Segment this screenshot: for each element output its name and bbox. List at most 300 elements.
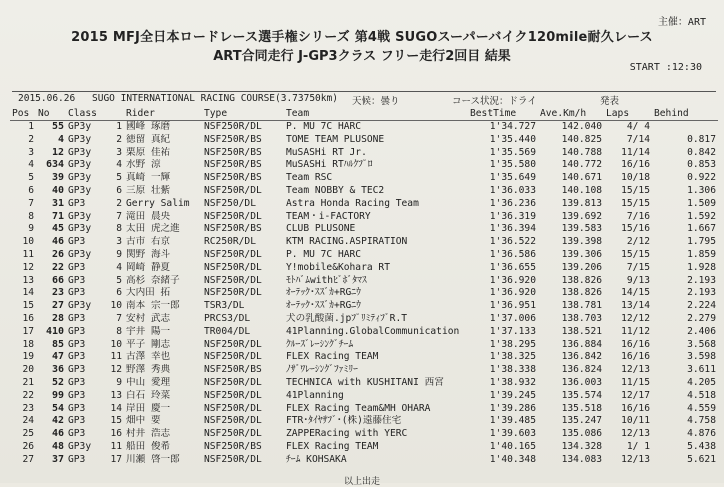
- rider-cell: 滝田 晨央: [126, 210, 171, 222]
- machine-cell: NSF250R/DL: [204, 338, 262, 350]
- pos-cell: 10: [22, 236, 34, 248]
- ave-speed-cell: 140.108: [561, 184, 602, 196]
- table-header-row: [10, 106, 718, 121]
- car-number-cell: 42: [51, 415, 64, 427]
- table-row: [10, 223, 718, 236]
- car-number-cell: 634: [45, 159, 64, 171]
- laps-cell: 15/15: [621, 197, 650, 209]
- laps-cell: 14/15: [621, 287, 650, 299]
- car-number-cell: 22: [51, 261, 64, 273]
- table-row: [10, 262, 718, 275]
- col-team: Team: [284, 106, 468, 121]
- table-row: [10, 236, 718, 249]
- car-number-cell: 27: [51, 300, 64, 312]
- class-cell: GP3: [68, 389, 86, 401]
- team-cell: TECHNICA with KUSHITANI 西宮: [286, 376, 444, 388]
- car-number-cell: 85: [51, 338, 64, 350]
- class-cell: GP3: [68, 402, 86, 414]
- class-pos-cell: 7: [116, 210, 122, 222]
- col-type: Type: [202, 106, 284, 121]
- car-number-cell: 46: [51, 428, 64, 440]
- class-pos-cell: 16: [110, 428, 122, 440]
- rider-cell: 関野 海斗: [126, 248, 171, 260]
- pos-cell: 6: [28, 184, 34, 196]
- class-pos-cell: 2: [116, 133, 122, 145]
- ave-speed-cell: 139.306: [561, 248, 602, 260]
- best-time-cell: 1'36.236: [489, 197, 536, 209]
- table-row: [10, 147, 718, 160]
- col-behind: Behind: [652, 106, 718, 121]
- laps-cell: 7/14: [626, 133, 650, 145]
- laps-cell: 11/15: [621, 376, 650, 388]
- machine-cell: PRCS3/DL: [204, 312, 251, 324]
- machine-cell: NSF250R/DL: [204, 389, 262, 401]
- team-cell: ｵｰﾃｯｸ･ｽｽﾞｶ+RGﾆｳ: [286, 287, 361, 299]
- table-row: [10, 185, 718, 198]
- behind-cell: 4.518: [687, 389, 716, 401]
- class-pos-cell: 11: [110, 351, 122, 363]
- pos-cell: 18: [22, 338, 34, 350]
- laps-cell: 12/12: [621, 312, 650, 324]
- behind-cell: 2.224: [687, 300, 716, 312]
- team-cell: TEAM・i-FACTORY: [286, 210, 371, 222]
- pos-cell: 7: [28, 197, 34, 209]
- col-rider: Rider: [124, 106, 202, 121]
- laps-cell: 11/12: [621, 325, 650, 337]
- table-row: [10, 287, 718, 300]
- laps-cell: 11/14: [621, 146, 650, 158]
- class-cell: GP3y: [68, 146, 92, 158]
- ave-speed-cell: 138.826: [561, 287, 602, 299]
- ave-speed-cell: 138.703: [561, 312, 602, 324]
- best-time-cell: 1'36.655: [489, 261, 536, 273]
- machine-cell: NSF250R/BS: [204, 172, 262, 184]
- machine-cell: NSF250R/DL: [204, 376, 262, 388]
- pos-cell: 13: [22, 274, 34, 286]
- best-time-cell: 1'36.951: [489, 300, 536, 312]
- class-cell: GP3y: [68, 440, 92, 452]
- pos-cell: 26: [22, 440, 34, 452]
- class-pos-cell: 15: [110, 415, 122, 427]
- rider-cell: 栗原 佳祐: [126, 146, 171, 158]
- event-title: 2015 MFJ全日本ロードレース選手権シリーズ 第4戦 SUGOスーパーバイク120mile耐久レース: [71, 30, 653, 45]
- behind-cell: 0.842: [687, 146, 716, 158]
- machine-cell: NSF250R/DL: [204, 248, 262, 260]
- rider-cell: 國峰 琢磨: [126, 121, 171, 132]
- rider-cell: 南本 宗一郎: [126, 300, 180, 312]
- machine-cell: NSF250R/BS: [204, 364, 262, 376]
- ave-speed-cell: 136.884: [561, 338, 602, 350]
- team-cell: KTM RACING.ASPIRATION: [286, 236, 408, 248]
- table-row: [10, 159, 718, 172]
- ave-speed-cell: 135.247: [561, 415, 602, 427]
- team-cell: MuSASHi RT Jr.: [286, 146, 367, 158]
- car-number-cell: 46: [51, 236, 64, 248]
- class-pos-cell: 8: [116, 223, 122, 235]
- class-cell: GP3: [68, 261, 86, 273]
- behind-cell: 1.592: [687, 210, 716, 222]
- ave-speed-cell: 138.521: [561, 325, 602, 337]
- team-cell: ﾉｻﾞﾜﾚｰｼﾝｸﾞﾌｧﾐﾘｰ: [286, 364, 358, 376]
- behind-cell: 0.922: [687, 172, 716, 184]
- best-time-cell: 1'36.920: [489, 274, 536, 286]
- col-class: Class: [66, 106, 104, 121]
- car-number-cell: 66: [51, 274, 64, 286]
- table-row: [10, 377, 718, 390]
- table-row: [10, 403, 718, 416]
- machine-cell: NSF250R/BS: [204, 223, 262, 235]
- table-row: [10, 390, 718, 403]
- ave-speed-cell: 136.003: [561, 376, 602, 388]
- ave-speed-cell: 139.813: [561, 197, 602, 209]
- laps-cell: 13/14: [621, 300, 650, 312]
- rider-cell: 岸田 慶一: [126, 402, 171, 414]
- team-cell: ZAPPERacing with YERC: [286, 428, 408, 440]
- machine-cell: NSF250R/DL: [204, 210, 262, 222]
- rider-cell: Gerry Salim: [126, 197, 190, 209]
- laps-cell: 7/16: [626, 210, 650, 222]
- machine-cell: NSF250R/BS: [204, 133, 262, 145]
- rider-cell: 三原 壮紫: [126, 184, 171, 196]
- best-time-cell: 1'40.165: [489, 440, 536, 452]
- table-row: [10, 275, 718, 288]
- car-number-cell: 55: [51, 121, 64, 132]
- car-number-cell: 47: [51, 351, 64, 363]
- class-cell: GP3: [68, 376, 86, 388]
- team-cell: ﾓﾄﾊﾞﾑwithﾋﾞﾎﾞﾀﾏｽ: [286, 274, 367, 286]
- behind-cell: 2.406: [687, 325, 716, 337]
- team-cell: Team RSC: [286, 172, 333, 184]
- pos-cell: 3: [28, 146, 34, 158]
- car-number-cell: 40: [51, 184, 64, 196]
- team-cell: 41Planning.GlobalCommunication: [286, 325, 460, 337]
- class-cell: GP3: [68, 197, 86, 209]
- best-time-cell: 1'35.580: [489, 159, 536, 171]
- course-label: SUGO INTERNATIONAL RACING COURSE(3.73750km): [92, 93, 338, 104]
- laps-cell: 10/11: [621, 415, 650, 427]
- laps-cell: 1/ 1: [626, 440, 650, 452]
- class-pos-cell: 17: [110, 453, 122, 465]
- car-number-cell: 54: [51, 402, 64, 414]
- col-besttime: BestTime: [468, 106, 538, 121]
- ave-speed-cell: 138.781: [561, 300, 602, 312]
- class-pos-cell: 4: [116, 159, 122, 171]
- ave-speed-cell: 136.842: [561, 351, 602, 363]
- laps-cell: 15/15: [621, 248, 650, 260]
- best-time-cell: 1'38.338: [489, 364, 536, 376]
- class-pos-cell: 11: [110, 440, 122, 452]
- class-cell: GP3y: [68, 210, 92, 222]
- class-cell: GP3: [68, 325, 86, 337]
- laps-cell: 12/13: [621, 453, 650, 465]
- laps-cell: 16/16: [621, 402, 650, 414]
- best-time-cell: 1'36.920: [489, 287, 536, 299]
- ave-speed-cell: 140.825: [561, 133, 602, 145]
- pos-cell: 16: [22, 312, 34, 324]
- table-row: [10, 121, 718, 134]
- pos-cell: 8: [28, 210, 34, 222]
- rider-cell: 川瀬 啓一郎: [126, 453, 180, 465]
- pos-cell: 22: [22, 389, 34, 401]
- best-time-cell: 1'36.033: [489, 184, 536, 196]
- ave-speed-cell: 135.086: [561, 428, 602, 440]
- class-pos-cell: 10: [110, 338, 122, 350]
- class-pos-cell: 5: [116, 172, 122, 184]
- machine-cell: NSF250R/DL: [204, 428, 262, 440]
- class-pos-cell: 12: [110, 364, 122, 376]
- best-time-cell: 1'39.245: [489, 389, 536, 401]
- behind-cell: 1.859: [687, 248, 716, 260]
- date-label: 2015.06.26: [18, 93, 76, 104]
- team-cell: FTR･ﾀｲﾔｻﾌﾞ･(株)遠藤住宅: [286, 415, 402, 427]
- pos-cell: 20: [22, 364, 34, 376]
- behind-cell: 3.598: [687, 351, 716, 363]
- ave-speed-cell: 136.824: [561, 364, 602, 376]
- ave-speed-cell: 134.328: [561, 440, 602, 452]
- ave-speed-cell: 135.518: [561, 402, 602, 414]
- best-time-cell: 1'40.348: [489, 453, 536, 465]
- team-cell: ｸﾙｰｽﾞﾚｰｼﾝｸﾞﾁｰﾑ: [286, 338, 354, 350]
- laps-cell: 7/15: [626, 261, 650, 273]
- class-cell: GP3: [68, 453, 86, 465]
- rider-cell: 村井 浩志: [126, 428, 171, 440]
- behind-cell: 1.509: [687, 197, 716, 209]
- class-cell: GP3y: [68, 223, 92, 235]
- pos-cell: 27: [22, 453, 34, 465]
- announce-label: 発表: [600, 96, 620, 107]
- best-time-cell: 1'36.319: [489, 210, 536, 222]
- laps-cell: 12/13: [621, 428, 650, 440]
- footer-note: 以上出走: [343, 477, 380, 487]
- laps-cell: 9/13: [626, 274, 650, 286]
- car-number-cell: 31: [51, 197, 64, 209]
- laps-cell: 15/16: [621, 223, 650, 235]
- machine-cell: NSF250/DL: [204, 197, 256, 209]
- table-row: [10, 198, 718, 211]
- class-cell: GP3: [68, 236, 86, 248]
- car-number-cell: 26: [51, 248, 64, 260]
- col-avespeed: Ave.Km/h: [538, 106, 604, 121]
- ave-speed-cell: 139.398: [561, 236, 602, 248]
- col-no: No: [36, 106, 66, 121]
- behind-cell: 5.621: [687, 453, 716, 465]
- info-bar: [14, 93, 714, 105]
- class-cell: GP3y: [68, 248, 92, 260]
- team-cell: Team NOBBY & TEC2: [286, 184, 385, 196]
- rider-cell: 岡崎 静夏: [126, 261, 171, 273]
- machine-cell: NSF250R/DL: [204, 274, 262, 286]
- team-cell: MuSASHi RTﾊﾙｸﾌﾟﾛ: [286, 159, 373, 171]
- class-cell: GP3y: [68, 159, 92, 171]
- behind-cell: 4.205: [687, 376, 716, 388]
- best-time-cell: 1'39.485: [489, 415, 536, 427]
- behind-cell: 4.758: [687, 415, 716, 427]
- team-cell: ﾁｰﾑ KOHSAKA: [286, 453, 347, 465]
- laps-cell: 15/15: [621, 184, 650, 196]
- machine-cell: RC250R/DL: [204, 236, 256, 248]
- class-cell: GP3y: [68, 133, 92, 145]
- top-divider: [12, 91, 716, 92]
- table-row: [10, 454, 718, 467]
- pos-cell: 4: [28, 159, 34, 171]
- machine-cell: NSF250R/DL: [204, 261, 262, 273]
- rider-cell: 中山 愛理: [126, 376, 171, 388]
- start-time: START :12:30: [629, 62, 702, 73]
- rider-cell: 水野 涼: [126, 159, 161, 171]
- rider-cell: 真崎 一輝: [126, 172, 171, 184]
- ave-speed-cell: 140.772: [561, 159, 602, 171]
- table-row: [10, 249, 718, 262]
- rider-cell: 野澤 秀典: [126, 364, 171, 376]
- rider-cell: 平子 剛志: [126, 338, 171, 350]
- rider-cell: 白石 玲菜: [126, 389, 171, 401]
- organizer-label: 主催：ART: [657, 17, 706, 28]
- laps-cell: 16/16: [621, 338, 650, 350]
- ave-speed-cell: 139.692: [561, 210, 602, 222]
- best-time-cell: 1'39.603: [489, 428, 536, 440]
- machine-cell: NSF250R/DL: [204, 287, 262, 299]
- class-pos-cell: 6: [116, 287, 122, 299]
- car-number-cell: 36: [51, 364, 64, 376]
- table-row: [10, 364, 718, 377]
- rider-cell: 安村 武志: [126, 312, 171, 324]
- ave-speed-cell: 140.788: [561, 146, 602, 158]
- car-number-cell: 28: [51, 312, 64, 324]
- behind-cell: [652, 121, 718, 134]
- class-pos-cell: 3: [116, 146, 122, 158]
- table-row: [10, 211, 718, 224]
- team-cell: ｵｰﾃｯｸ･ｽｽﾞｶ+RGﾆｳ: [286, 300, 361, 312]
- class-pos-cell: 2: [116, 197, 122, 209]
- track-condition-label: コース状況：ドライ: [452, 96, 537, 107]
- team-cell: TOME TEAM PLUSONE: [286, 133, 385, 145]
- laps-cell: 10/18: [621, 172, 650, 184]
- car-number-cell: 99: [51, 389, 64, 401]
- class-pos-cell: 13: [110, 389, 122, 401]
- results-table: [10, 106, 718, 467]
- class-cell: GP3y: [68, 300, 92, 312]
- class-cell: GP3: [68, 428, 86, 440]
- rider-cell: 高杉 奈緒子: [126, 274, 180, 286]
- table-row: [10, 300, 718, 313]
- team-cell: FLEX Racing TEAM: [286, 351, 379, 363]
- ave-speed-cell: 139.206: [561, 261, 602, 273]
- best-time-cell: 1'38.295: [489, 338, 536, 350]
- laps-cell: 12/17: [621, 389, 650, 401]
- best-time-cell: 1'35.569: [489, 146, 536, 158]
- rider-cell: 太田 虎之進: [126, 223, 180, 235]
- car-number-cell: 48: [51, 440, 64, 452]
- team-cell: P. MU 7C HARC: [286, 121, 362, 132]
- table-row: [10, 326, 718, 339]
- rider-cell: 船田 俊希: [126, 440, 171, 452]
- best-time-cell: 1'36.394: [489, 223, 536, 235]
- class-pos-cell: 10: [110, 300, 122, 312]
- ave-speed-cell: 138.826: [561, 274, 602, 286]
- laps-cell: 16/16: [621, 351, 650, 363]
- pos-cell: 1: [28, 121, 34, 132]
- class-cell: GP3: [68, 338, 86, 350]
- behind-cell: 2.193: [687, 287, 716, 299]
- best-time-cell: 1'37.006: [489, 312, 536, 324]
- ave-speed-cell: 139.583: [561, 223, 602, 235]
- pos-cell: 23: [22, 402, 34, 414]
- class-cell: GP3: [68, 415, 86, 427]
- machine-cell: TR004/DL: [204, 325, 251, 337]
- team-cell: 41Planning: [286, 389, 344, 401]
- behind-cell: 2.193: [687, 274, 716, 286]
- car-number-cell: 410: [45, 325, 64, 337]
- team-cell: Y!mobile&Kohara RT: [286, 261, 390, 273]
- class-pos-cell: 7: [116, 312, 122, 324]
- class-cell: GP3: [68, 287, 86, 299]
- team-cell: CLUB PLUSONE: [286, 223, 356, 235]
- pos-cell: 2: [28, 133, 34, 145]
- laps-cell: 12/13: [621, 364, 650, 376]
- ave-speed-cell: 142.040: [561, 121, 602, 132]
- machine-cell: NSF250R/BS: [204, 159, 262, 171]
- pos-cell: 24: [22, 415, 34, 427]
- ave-speed-cell: 134.083: [561, 453, 602, 465]
- pos-cell: 9: [28, 223, 34, 235]
- best-time-cell: 1'38.325: [489, 351, 536, 363]
- team-cell: FLEX Racing TEAM: [286, 440, 379, 452]
- pos-cell: 19: [22, 351, 34, 363]
- pos-cell: 17: [22, 325, 34, 337]
- class-pos-cell: 14: [110, 402, 122, 414]
- behind-cell: 2.279: [687, 312, 716, 324]
- class-cell: GP3: [68, 364, 86, 376]
- laps-cell: 4/ 4: [626, 121, 650, 132]
- class-pos-cell: 8: [116, 325, 122, 337]
- behind-cell: 4.876: [687, 428, 716, 440]
- pos-cell: 15: [22, 300, 34, 312]
- class-cell: GP3: [68, 351, 86, 363]
- behind-cell: 3.611: [687, 364, 716, 376]
- behind-cell: 0.853: [687, 159, 716, 171]
- table-row: [10, 351, 718, 364]
- ave-speed-cell: 135.574: [561, 389, 602, 401]
- class-pos-cell: 6: [116, 184, 122, 196]
- class-cell: GP3y: [68, 184, 92, 196]
- class-pos-cell: 9: [116, 248, 122, 260]
- behind-cell: 1.306: [687, 184, 716, 196]
- best-time-cell: 1'35.440: [489, 133, 536, 145]
- class-pos-cell: 4: [116, 261, 122, 273]
- rider-cell: 大内田 拓: [126, 287, 171, 299]
- behind-cell: 3.568: [687, 338, 716, 350]
- pos-cell: 5: [28, 172, 34, 184]
- machine-cell: NSF250R/DL: [204, 415, 262, 427]
- class-pos-cell: 3: [116, 236, 122, 248]
- machine-cell: NSF250R/BS: [204, 440, 262, 452]
- table-row: [10, 441, 718, 454]
- car-number-cell: 45: [51, 223, 64, 235]
- table-row: [10, 134, 718, 147]
- table-row: [10, 428, 718, 441]
- car-number-cell: 23: [51, 287, 64, 299]
- machine-cell: NSF250R/DL: [204, 402, 262, 414]
- table-row: [10, 339, 718, 352]
- machine-cell: NSF250R/BS: [204, 146, 262, 158]
- table-row: [10, 172, 718, 185]
- best-time-cell: 1'36.586: [489, 248, 536, 260]
- class-cell: GP3y: [68, 121, 92, 132]
- car-number-cell: 71: [51, 210, 64, 222]
- laps-cell: 2/12: [626, 236, 650, 248]
- best-time-cell: 1'39.286: [489, 402, 536, 414]
- rider-cell: 畑中 要: [126, 415, 161, 427]
